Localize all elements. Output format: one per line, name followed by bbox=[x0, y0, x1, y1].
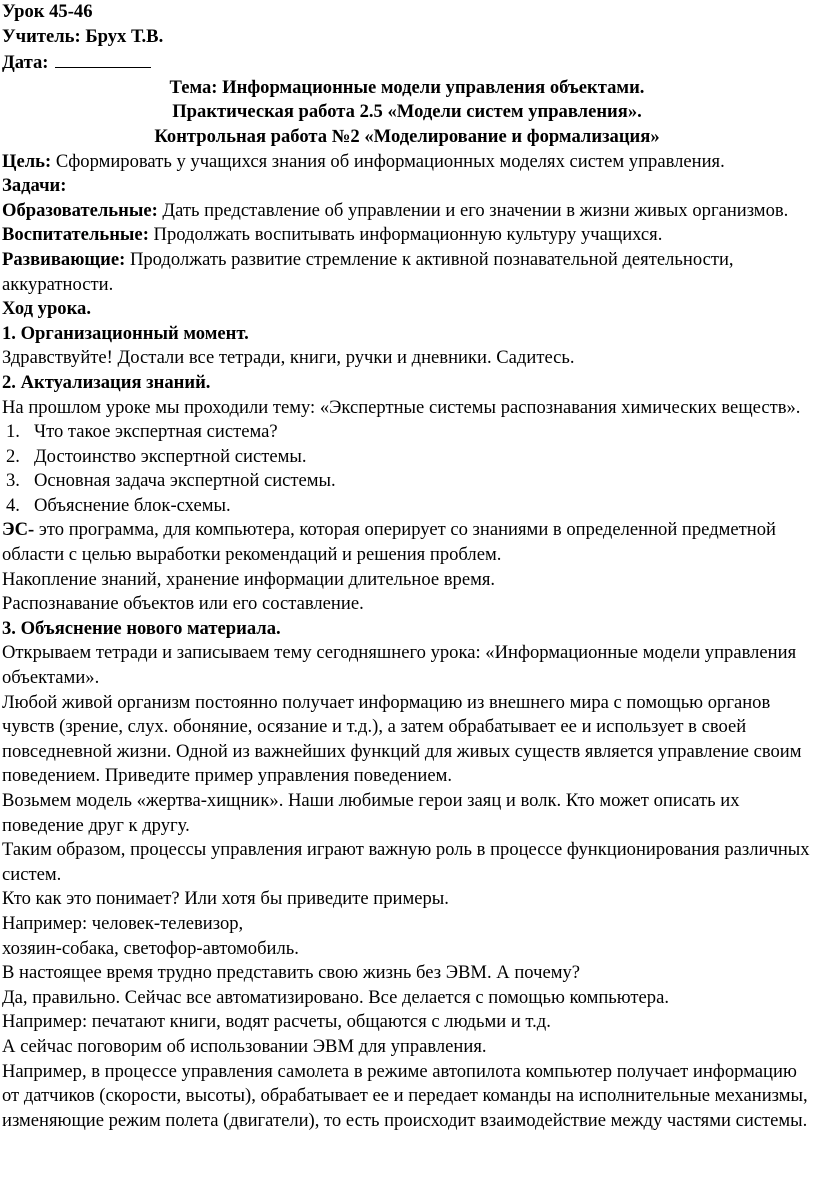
teacher-label: Учитель: bbox=[2, 25, 81, 47]
lesson-number: Урок 45-46 bbox=[2, 1, 93, 22]
developing-label: Развивающие: bbox=[2, 248, 126, 270]
list-item-text: Объяснение блок-схемы. bbox=[34, 494, 231, 516]
educational-label: Образовательные: bbox=[2, 199, 158, 221]
list-item-number: 1. bbox=[6, 421, 20, 443]
paragraph: Возьмем модель «жертва-хищник». Наши любимые герои заяц и волк. Кто может описать их поведение друг к другу. bbox=[2, 790, 740, 836]
paragraph: Кто как это понимает? Или хотя бы приведите примеры. bbox=[2, 888, 449, 910]
date-line bbox=[2, 49, 812, 76]
paragraph: Любой живой организм постоянно получает информацию из внешнего мира с помощью органов чувств (зрение, слух. обоняние, осязание и т.д.), а затем обрабатывает ее и использует в своей повседневной жизни. Одной из важнейших функций для живых существ является управление своим поведением. Приведите пример управления поведением. bbox=[2, 691, 802, 787]
tasks-heading: Задачи: bbox=[2, 175, 67, 197]
topic-title: Тема: Информационные модели управления объектами. bbox=[169, 76, 645, 98]
list-item bbox=[2, 445, 812, 470]
list-item-text: Что такое экспертная система? bbox=[34, 421, 278, 443]
developing-task bbox=[2, 248, 812, 297]
paragraph: Да, правильно. Сейчас все автоматизировано. Все делается с помощью компьютера. bbox=[2, 986, 669, 1008]
teacher-name: Брух Т.В. bbox=[85, 25, 164, 47]
section-1-text: Здравствуйте! Достали все тетради, книги, ручки и дневники. Садитесь. bbox=[2, 347, 575, 369]
section-2-heading: 2. Актуализация знаний. bbox=[2, 371, 211, 393]
list-item-text: Основная задача экспертной системы. bbox=[34, 470, 336, 492]
paragraph: Например: печатают книги, водят расчеты, общаются с людьми и т.д. bbox=[2, 1011, 551, 1033]
es-definition bbox=[2, 518, 812, 567]
section-2-text: На прошлом уроке мы проходили тему: «Экспертные системы распознавания химических веществ». bbox=[2, 396, 801, 418]
practical-work-title: Практическая работа 2.5 «Модели систем управления». bbox=[172, 101, 642, 123]
list-item bbox=[2, 420, 812, 445]
paragraph: А сейчас поговорим об использовании ЭВМ для управления. bbox=[2, 1035, 487, 1057]
date-label: Дата: bbox=[2, 52, 49, 74]
questions-list bbox=[2, 420, 812, 518]
recognition-text: Распознавание объектов или его составление. bbox=[2, 593, 364, 615]
es-text: это программа, для компьютера, которая оперирует со знаниями в определенной предметной области с целью выработки рекомендаций и решения проблем. bbox=[2, 519, 776, 566]
accumulation-text: Накопление знаний, хранение информации длительное время. bbox=[2, 568, 496, 590]
list-item-number: 4. bbox=[6, 494, 20, 516]
goal-label: Цель: bbox=[2, 150, 52, 172]
paragraph: В настоящее время трудно представить свою жизнь без ЭВМ. А почему? bbox=[2, 962, 581, 984]
section-1-heading: 1. Организационный момент. bbox=[2, 322, 249, 344]
paragraph: хозяин-собака, светофор-автомобиль. bbox=[2, 937, 299, 959]
paragraph: Таким образом, процессы управления играют важную роль в процессе функционирования различных систем. bbox=[2, 839, 810, 885]
list-item-number: 2. bbox=[6, 445, 20, 467]
teacher-line bbox=[2, 25, 812, 50]
upbringing-text: Продолжать воспитывать информационную культуру учащихся. bbox=[148, 224, 663, 246]
list-item bbox=[2, 469, 812, 494]
list-item-text: Достоинство экспертной системы. bbox=[34, 445, 307, 467]
upbringing-label: Воспитательные: bbox=[2, 224, 149, 246]
paragraph: Например, в процессе управления самолета в режиме автопилота компьютер получает информацию от датчиков (скорости, высоты), обрабатывает ее и передает команды на исполнительные механизмы, изменяющие режим полета (двигатели), то есть происходит взаимодействие между частями системы. bbox=[2, 1060, 808, 1131]
course-heading: Ход урока. bbox=[2, 298, 91, 320]
educational-task bbox=[2, 199, 812, 224]
es-label: ЭС- bbox=[2, 519, 35, 541]
goal-paragraph bbox=[2, 150, 812, 175]
list-item bbox=[2, 494, 812, 519]
paragraph: Открываем тетради и записываем тему сегодняшнего урока: «Информационные модели управления объектами». bbox=[2, 642, 797, 689]
section-3-heading: 3. Объяснение нового материала. bbox=[2, 617, 281, 639]
goal-text: Сформировать у учащихся знания об информационных моделях систем управления. bbox=[51, 150, 725, 172]
list-item-number: 3. bbox=[6, 470, 20, 492]
date-blank bbox=[55, 49, 151, 68]
educational-text: Дать представление об управлении и его значении в жизни живых организмов. bbox=[157, 199, 789, 221]
test-work-title: Контрольная работа №2 «Моделирование и формализация» bbox=[154, 125, 660, 147]
developing-text: Продолжать развитие стремление к активной познавательной деятельности, аккуратности. bbox=[2, 248, 734, 295]
upbringing-task bbox=[2, 223, 812, 248]
paragraph: Например: человек-телевизор, bbox=[2, 912, 244, 934]
